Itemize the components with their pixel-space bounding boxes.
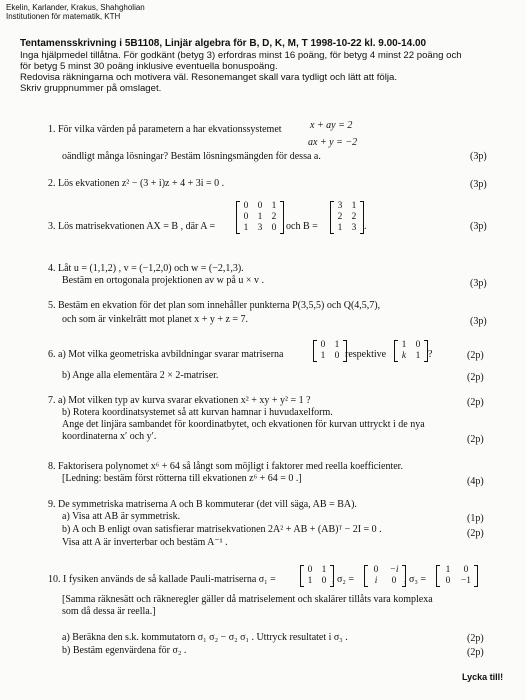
- p9-b: b) A och B enligt ovan satisfierar matrisekvationen 2A² + AB + (AB)ᵀ − 2I = 0 .: [62, 524, 382, 535]
- p10-b: b) Bestäm egenvärdena för σ₂ .: [62, 645, 187, 656]
- p10-a: a) Beräkna den s.k. kommutatorn σ₁ σ₂ − σ₂ σ₁ . Uttryck resultatet i σ₃ .: [62, 632, 348, 643]
- p7-b1: b) Rotera koordinatsystemet så att kurvan hamnar i huvudaxelform.: [62, 407, 333, 418]
- matrix-A: 0 0 1 0 1 2 1 3 0: [236, 201, 284, 234]
- p1-eq1: x + ay = 2: [310, 120, 353, 131]
- matrix-M1: 0 1 1 0: [313, 340, 347, 362]
- p2-text: 2. Lös ekvationen z² − (3 + i)z + 4 + 3i = 0 .: [48, 178, 225, 189]
- intro-line-1: Inga hjälpmedel tillåtna. För godkänt (betyg 3) erfordras minst 16 poäng, för betyg 4 minst 22 poäng och: [20, 50, 462, 61]
- intro-line-2: för betyg 5 minst 30 poäng inklusive eventuella bonuspoäng.: [20, 61, 278, 72]
- p5-line1: 5. Bestäm en ekvation för det plan som innehåller punkterna P(3,5,5) och Q(4,5,7),: [48, 300, 381, 311]
- p10-s2-label: , σ₂ =: [332, 574, 355, 585]
- p6-b-points: (2p): [467, 372, 484, 383]
- intro-line-3: Redovisa räkningarna och motivera väl. Resonemanget skall vara tydligt och lätt att följa.: [20, 72, 398, 83]
- p8-points: (4p): [467, 476, 484, 487]
- p6-b: b) Ange alla elementära 2 × 2-matriser.: [62, 370, 219, 381]
- p5-line2: och som är vinkelrätt mot planet x + y + z = 7.: [62, 314, 249, 325]
- p9-line1: 9. De symmetriska matriserna A och B kommuterar (det vill säga, AB = BA).: [48, 499, 357, 510]
- p9-a-points: (1p): [467, 513, 484, 524]
- p7-a-points: (2p): [467, 397, 484, 408]
- p9-b-points: (2p): [467, 528, 484, 539]
- p1-points: (3p): [470, 151, 487, 162]
- pauli-sigma2: 0 −i i 0: [364, 565, 406, 587]
- p8-line1: 8. Faktorisera polynomet x⁶ + 64 så långt som möjligt i faktorer med reella koefficienter.: [48, 461, 403, 472]
- pauli-sigma1: 0 1 1 0: [300, 565, 334, 587]
- p7-b3: koordinaterna x′ och y′.: [62, 431, 157, 442]
- p4-line1: 4. Låt u = (1,1,2) , v = (−1,2,0) och w = (−2,1,3).: [48, 263, 244, 274]
- p10-lead: 10. I fysiken används de så kallade Pauli-matriserna σ₁ =: [48, 574, 276, 585]
- p3-mid: och B =: [286, 221, 318, 232]
- p7-b-points: (2p): [467, 434, 484, 445]
- institution: Institutionen för matematik, KTH: [6, 12, 121, 21]
- p10-a-points: (2p): [467, 633, 484, 644]
- p3-end: .: [364, 221, 367, 232]
- p1-text: oändligt många lösningar? Bestäm lösningsmängden för dessa a.: [62, 151, 321, 162]
- p6-a-end: ?: [428, 349, 433, 360]
- closing-greeting: Lycka till!: [462, 672, 504, 682]
- p6-a-lead: 6. a) Mot vilka geometriska avbildningar svarar matriserna: [48, 349, 284, 360]
- p10-note1: [Samma räknesätt och räkneregler gäller då matriselement och skalärer tillåts vara komplexa: [62, 594, 433, 605]
- p10-note2: som då dessa är reella.]: [62, 606, 156, 617]
- p7-a: 7. a) Mot vilken typ av kurva svarar ekvationen x² + xy + y² = 1 ?: [48, 395, 311, 406]
- p10-b-points: (2p): [467, 647, 484, 658]
- p1-eq2: ax + y = −2: [308, 137, 358, 148]
- p4-points: (3p): [470, 278, 487, 289]
- matrix-B: 3 1 2 2 1 3: [330, 201, 364, 234]
- p6-a-mid: respektive: [345, 349, 387, 360]
- authors: Ekelin, Karlander, Krakus, Shahgholian: [6, 3, 145, 12]
- p2-points: (3p): [470, 179, 487, 190]
- p9-b2: Visa att A är inverterbar och bestäm A⁻¹ .: [62, 537, 228, 548]
- p8-line2: [Ledning: bestäm först rötterna till ekvationen z⁶ + 64 = 0 .]: [62, 473, 302, 484]
- p4-line2: Bestäm en ortogonala projektionen av w på u × v .: [62, 275, 264, 286]
- p7-b2: Ange det linjära sambandet för koordinatbytet, och ekvationen för kurvan uttryckt i de nya: [62, 419, 425, 430]
- exam-title: Tentamensskrivning i 5B1108, Linjär algebra för B, D, K, M, T 1998-10-22 kl. 9.00-14.00: [20, 38, 427, 49]
- p1-lead: 1. För vilka värden på parametern a har ekvationssystemet: [48, 124, 282, 135]
- p3-lead: 3. Lös matrisekvationen AX = B , där A =: [48, 221, 216, 232]
- p10-s3-label: , σ₃ =: [404, 574, 427, 585]
- p9-a: a) Visa att AB är symmetrisk.: [62, 511, 181, 522]
- p6-a-points: (2p): [467, 350, 484, 361]
- pauli-sigma3: 1 0 0 −1: [436, 565, 478, 587]
- p5-points: (3p): [470, 316, 487, 327]
- matrix-M2: 1 0 k 1: [394, 340, 428, 362]
- p3-points: (3p): [470, 221, 487, 232]
- intro-line-4: Skriv gruppnummer på omslaget.: [20, 83, 162, 94]
